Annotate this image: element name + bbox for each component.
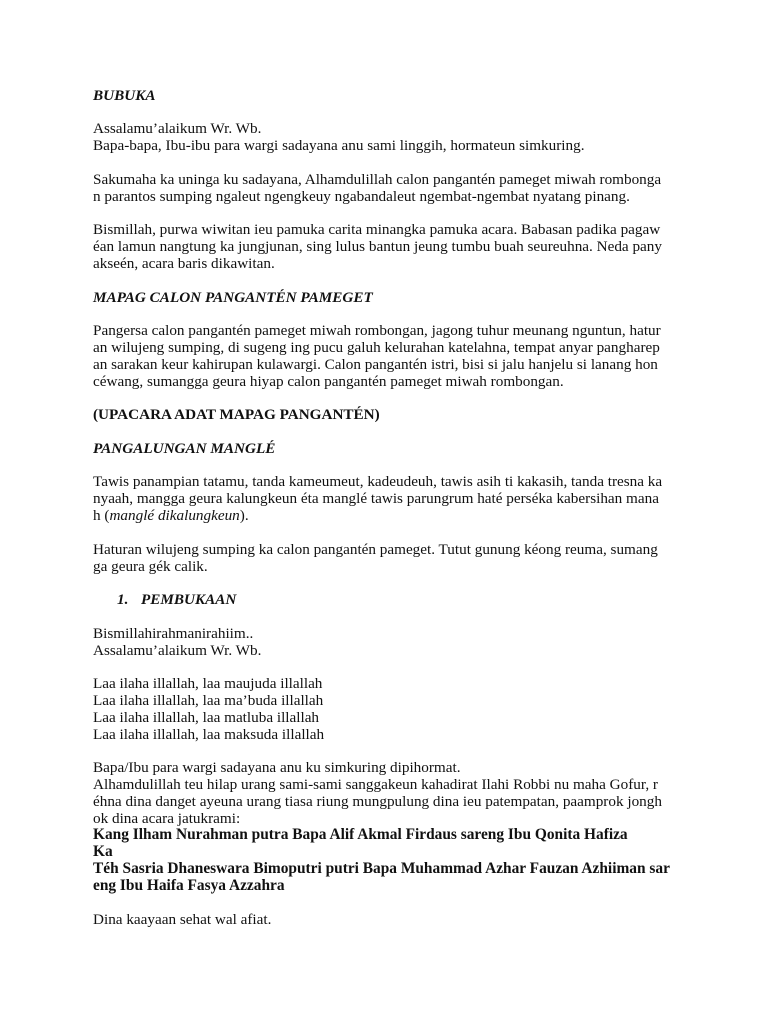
paragraph-line: nyaah, mangga geura kalungkeun éta manglé tawis parungrum haté perséka kabersihan mana [93,490,659,507]
italic-note: manglé dikalungkeun [109,507,240,524]
paragraph-line: Bapa/Ibu para wargi sadayana anu ku simkuring dipihormat. [93,759,461,776]
paragraph-line [93,508,249,525]
paragraph-line: Pangersa calon pangantén pameget miwah rombongan, jagong tuhur meunang nguntun, hatur [93,322,661,339]
section-heading-bubuka: BUBUKA [93,87,156,104]
tahlil-line: Laa ilaha illallah, laa ma’buda illallah [93,692,324,709]
paragraph-line: an wilujeng sumping, di sugeng ing pucu galuh kelurahan katelahna, tempat anyar pangharep [93,339,660,356]
paragraph-line: Tawis panampian tatamu, tanda kameumeut, kadeudeuh, tawis asih ti kakasih, tanda tresna ka [93,473,663,490]
bride-line: eng Ibu Haifa Fasya Azzahra [93,877,285,894]
list-number: 1. [117,591,129,608]
section-heading-upacara: (UPACARA ADAT MAPAG PANGANTÉN) [93,406,380,423]
text-run: ). [239,507,249,524]
paragraph-line: akseén, acara baris dikawitan. [93,255,275,272]
greeting-line: Assalamu’alaikum Wr. Wb. [93,642,262,659]
tahlil-line: Laa ilaha illallah, laa matluba illallah [93,709,320,726]
basmalah-line: Bismillahirahmanirahiim.. [93,625,254,642]
text-run: h ( [93,507,110,524]
paragraph-line: Bismillah, purwa wiwitan ieu pamuka carita minangka pamuka acara. Babasan padika pagaw [93,221,661,238]
groom-line: Kang Ilham Nurahman putra Bapa Alif Akmal Firdaus sareng Ibu Qonita Hafiza [93,826,628,843]
paragraph-line: ok dina acara jatukrami: [93,810,241,827]
tahlil-line: Laa ilaha illallah, laa maujuda illallah [93,675,323,692]
heading-text: PEMBUKAAN [141,591,237,608]
paragraph-line: Sakumaha ka uninga ku sadayana, Alhamdulillah calon pangantén pameget miwah rombonga [93,171,662,188]
address-line: Bapa-bapa, Ibu-ibu para wargi sadayana anu sami linggih, hormateun simkuring. [93,137,585,154]
tahlil-line: Laa ilaha illallah, laa maksuda illallah [93,726,325,743]
paragraph-line: an sarakan keur kahirupan kulawargi. Calon pangantén istri, bisi si jalu hanjelu si lanang hon [93,356,658,373]
greeting-line: Assalamu’alaikum Wr. Wb. [93,120,262,137]
section-heading-pangalungan: PANGALUNGAN MANGLÉ [93,440,276,457]
paragraph-line: Haturan wilujeng sumping ka calon pangantén pameget. Tutut gunung kéong reuma, sumang [93,541,658,558]
bride-line: Téh Sasria Dhaneswara Bimoputri putri Bapa Muhammad Azhar Fauzan Azhiiman sar [93,860,670,877]
ka-line: Ka [93,843,113,860]
paragraph-line: éhna dina danget ayeuna urang tiasa riung mungpulung dina ieu patempatan, paamprok jongh [93,793,662,810]
section-heading-mapag: MAPAG CALON PANGANTÉN PAMEGET [93,289,373,306]
closing-line: Dina kaayaan sehat wal afiat. [93,911,272,928]
paragraph-line: ga geura gék calik. [93,558,208,575]
paragraph-line: n parantos sumping ngaleut ngengkeuy ngabandaleut ngembat-ngembat nyatang pinang. [93,188,630,205]
paragraph-line: Alhamdulillah teu hilap urang sami-sami sanggakeun kahadirat Ilahi Robbi nu maha Gofur, r [93,776,658,793]
paragraph-line: éan lamun nangtung ka jungjunan, sing lulus bantun jeung tumbu buah seureuhna. Neda pany [93,238,662,255]
paragraph-line: céwang, sumangga geura hiyap calon pangantén pameget miwah rombongan. [93,373,564,390]
section-heading-pembukaan [117,592,236,609]
